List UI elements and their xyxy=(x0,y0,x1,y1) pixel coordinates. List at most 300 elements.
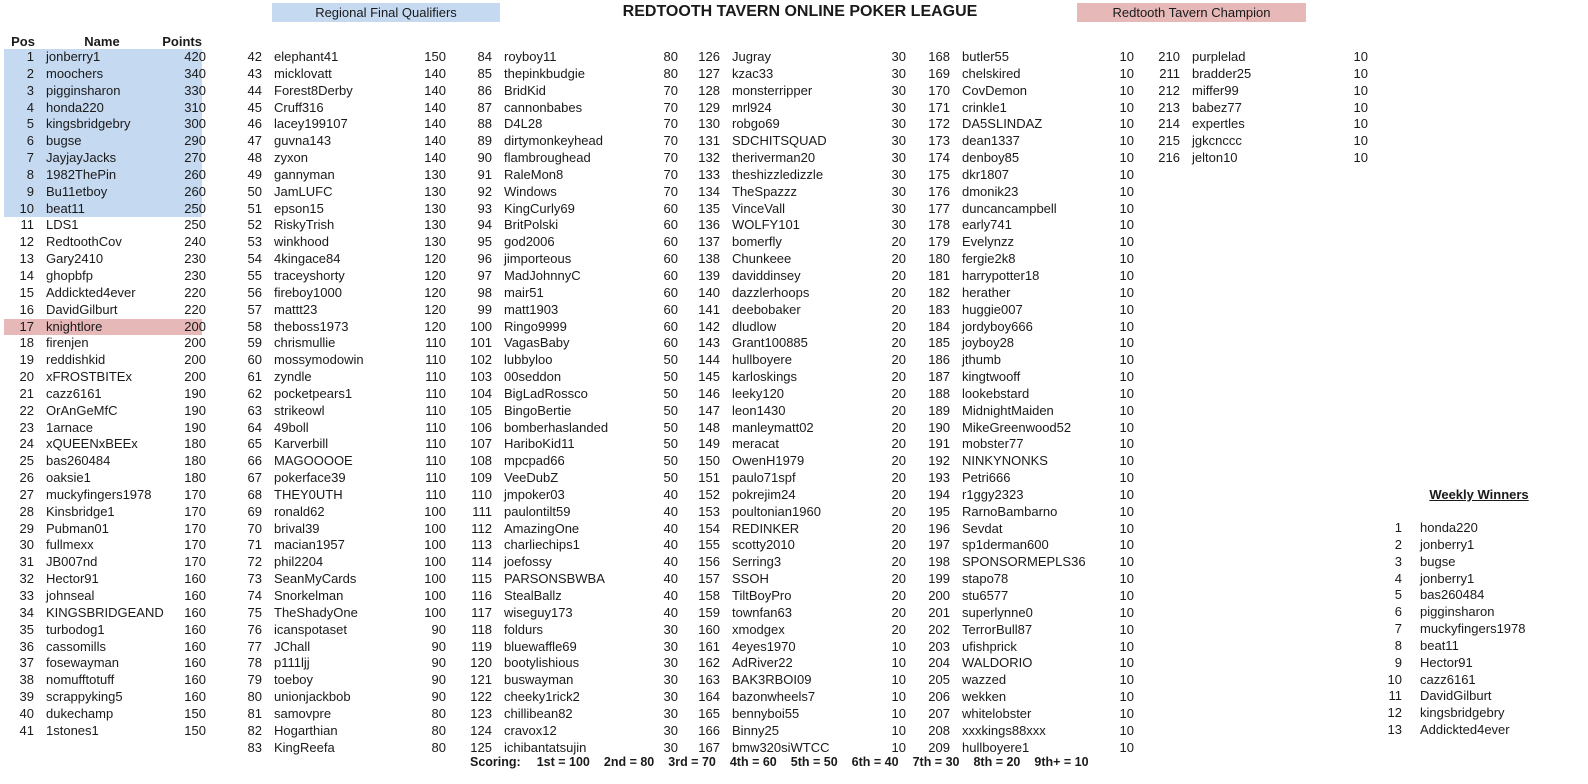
table-row xyxy=(918,183,1134,201)
player-name-cell: theriverman20 xyxy=(732,150,816,166)
position-cell: 27 xyxy=(19,486,34,502)
table-row xyxy=(918,739,1134,757)
table-row xyxy=(918,251,1134,268)
player-name-cell: stu6577 xyxy=(962,588,1009,603)
position-cell: 135 xyxy=(698,200,720,216)
player-name-cell: thepinkbudgie xyxy=(504,65,585,81)
player-name-cell: traceyshorty xyxy=(274,267,345,283)
points-cell: 100 xyxy=(424,571,446,587)
player-name-cell: leeky120 xyxy=(732,385,785,401)
weekly-winner-row xyxy=(1380,672,1560,689)
table-row xyxy=(232,621,446,639)
points-cell: 20 xyxy=(891,470,906,486)
points-cell: 70 xyxy=(663,166,678,182)
position-cell: 24 xyxy=(19,436,34,452)
points-cell: 10 xyxy=(1119,503,1134,519)
player-name-cell: god2006 xyxy=(504,234,555,250)
player-name-cell: townfan63 xyxy=(732,604,792,620)
position-cell: 174 xyxy=(928,150,950,166)
points-cell: 180 xyxy=(184,436,206,452)
table-row xyxy=(690,554,906,571)
player-name-cell: charliechips1 xyxy=(504,537,580,553)
player-name-cell: SSOH xyxy=(732,571,769,587)
points-cell: 80 xyxy=(431,722,446,738)
points-cell: 50 xyxy=(663,352,678,368)
position-cell: 91 xyxy=(477,166,492,182)
points-cell: 200 xyxy=(184,318,206,334)
position-cell: 59 xyxy=(247,335,262,351)
position-cell: 101 xyxy=(470,335,492,351)
player-name-cell: cannonbabes xyxy=(504,99,583,115)
position-cell: 177 xyxy=(928,200,950,216)
table-row xyxy=(4,284,206,302)
position-cell: 74 xyxy=(247,588,262,603)
points-cell: 120 xyxy=(424,267,446,283)
points-cell: 80 xyxy=(663,49,678,64)
points-cell: 200 xyxy=(184,352,206,368)
player-name-cell: theshizzledizzle xyxy=(732,166,824,182)
player-name-cell: Petri666 xyxy=(962,470,1011,486)
table-row xyxy=(690,739,906,757)
position-cell: 8 xyxy=(26,166,34,182)
position-cell: 71 xyxy=(247,537,262,553)
table-row xyxy=(918,470,1134,487)
player-name-cell: kingtwooff xyxy=(962,369,1021,385)
position-cell: 216 xyxy=(1158,150,1180,166)
table-row xyxy=(690,638,906,656)
weekly-winner-row xyxy=(1380,537,1560,554)
table-row xyxy=(918,571,1134,588)
table-row xyxy=(690,251,906,268)
points-cell: 10 xyxy=(1119,672,1134,688)
position-cell: 79 xyxy=(247,672,262,688)
position-cell: 164 xyxy=(698,689,720,705)
weekly-winner-row xyxy=(1380,587,1560,604)
player-name-cell: MidnightMaiden xyxy=(962,402,1054,418)
points-cell: 10 xyxy=(1119,419,1134,435)
points-cell: 50 xyxy=(663,369,678,385)
player-name-cell: huggie007 xyxy=(962,301,1023,317)
table-row xyxy=(918,419,1134,437)
table-row xyxy=(232,49,446,66)
player-name-cell: Jugray xyxy=(732,49,772,64)
table-row xyxy=(462,133,678,150)
points-cell: 70 xyxy=(663,183,678,199)
points-cell: 260 xyxy=(184,183,206,199)
table-row xyxy=(462,436,678,453)
table-row xyxy=(918,537,1134,554)
player-name-cell: SPONSORMEPLS36 xyxy=(962,554,1086,570)
player-name-cell: jimporteous xyxy=(504,251,572,267)
points-cell: 20 xyxy=(891,554,906,570)
table-row xyxy=(690,705,906,723)
position-cell: 110 xyxy=(471,486,492,502)
player-name-cell: REDINKER xyxy=(732,520,800,536)
position-cell: 31 xyxy=(19,554,34,570)
points-cell: 250 xyxy=(184,217,206,233)
position-cell: 170 xyxy=(928,82,950,98)
player-name-cell: pokrejim24 xyxy=(732,486,796,502)
table-row xyxy=(1148,99,1368,117)
position-cell: 151 xyxy=(698,470,720,486)
table-row xyxy=(462,200,678,218)
points-cell: 170 xyxy=(184,486,206,502)
player-name-cell: Snorkelman xyxy=(274,588,344,603)
table-row xyxy=(918,82,1134,100)
table-row xyxy=(232,267,446,285)
week-number: 9 xyxy=(1394,654,1402,670)
table-row xyxy=(4,133,206,150)
winner-name: Addickted4ever xyxy=(1420,722,1510,738)
player-name-cell: ichibantatsujin xyxy=(504,739,587,755)
points-cell: 10 xyxy=(891,638,906,654)
champion-badge: Redtooth Tavern Champion xyxy=(1077,3,1306,22)
player-name-cell: theboss1973 xyxy=(274,318,349,334)
position-cell: 172 xyxy=(928,116,950,132)
player-name-cell: jonberry1 xyxy=(46,49,101,64)
points-cell: 30 xyxy=(663,722,678,738)
player-name-cell: strikeowl xyxy=(274,402,325,418)
table-row xyxy=(4,604,206,622)
player-name-cell: royboy11 xyxy=(504,49,557,64)
player-name-cell: superlynne0 xyxy=(962,604,1033,620)
player-name-cell: robgo69 xyxy=(732,116,780,132)
table-row xyxy=(4,419,206,437)
table-row xyxy=(918,453,1134,470)
position-cell: 85 xyxy=(477,65,492,81)
points-cell: 130 xyxy=(424,183,446,199)
player-name-cell: xxxkings88xxx xyxy=(962,722,1046,738)
points-cell: 10 xyxy=(1119,621,1134,637)
position-cell: 141 xyxy=(698,301,720,317)
player-name-cell: JayjayJacks xyxy=(46,150,117,166)
player-name-cell: scotty2010 xyxy=(732,537,795,553)
points-cell: 10 xyxy=(1119,318,1134,334)
position-cell: 48 xyxy=(247,150,262,166)
player-name-cell: CovDemon xyxy=(962,82,1028,98)
points-cell: 30 xyxy=(891,200,906,216)
points-cell: 200 xyxy=(184,335,206,351)
page-title: REDTOOTH TAVERN ONLINE POKER LEAGUE xyxy=(622,3,978,20)
points-cell: 10 xyxy=(1119,402,1134,418)
table-row xyxy=(462,217,678,234)
position-cell: 182 xyxy=(928,284,950,300)
table-row xyxy=(462,453,678,470)
player-name-cell: Chunkeee xyxy=(732,251,792,267)
position-cell: 63 xyxy=(247,402,262,418)
position-cell: 183 xyxy=(928,301,950,317)
player-name-cell: karloskings xyxy=(732,369,798,385)
points-cell: 230 xyxy=(184,267,206,283)
player-name-cell: winkhood xyxy=(274,234,329,250)
points-cell: 20 xyxy=(891,486,906,502)
points-cell: 10 xyxy=(1119,554,1134,570)
player-name-cell: Gary2410 xyxy=(46,251,104,267)
points-cell: 160 xyxy=(184,588,206,603)
position-cell: 109 xyxy=(470,470,492,486)
position-cell: 23 xyxy=(19,419,34,435)
player-name-cell: RiskyTrish xyxy=(274,217,335,233)
position-cell: 100 xyxy=(470,318,492,334)
points-cell: 80 xyxy=(431,705,446,721)
scoring-item: 6th = 40 xyxy=(851,755,899,769)
points-cell: 220 xyxy=(184,301,206,317)
points-cell: 330 xyxy=(184,82,206,98)
position-cell: 13 xyxy=(19,251,34,267)
points-cell: 10 xyxy=(1119,453,1134,469)
position-cell: 195 xyxy=(928,503,950,519)
player-name-cell: THEY0UTH xyxy=(274,486,343,502)
position-cell: 33 xyxy=(19,588,34,603)
points-cell: 10 xyxy=(1119,99,1134,115)
table-row xyxy=(4,503,206,521)
position-cell: 112 xyxy=(471,520,492,536)
player-name-cell: Addickted4ever xyxy=(46,284,136,300)
player-name-cell: pocketpears1 xyxy=(274,385,353,401)
player-name-cell: foldurs xyxy=(504,621,544,637)
position-cell: 156 xyxy=(698,554,720,570)
position-cell: 123 xyxy=(470,705,492,721)
table-row xyxy=(690,604,906,622)
player-name-cell: beat11 xyxy=(46,200,85,216)
position-cell: 106 xyxy=(470,419,492,435)
position-cell: 75 xyxy=(247,604,262,620)
player-name-cell: turbodog1 xyxy=(46,621,105,637)
week-number: 8 xyxy=(1394,637,1402,653)
position-cell: 161 xyxy=(698,638,720,654)
position-cell: 97 xyxy=(477,267,492,283)
week-number: 7 xyxy=(1394,621,1402,637)
standings-column xyxy=(1148,49,1368,167)
points-cell: 10 xyxy=(1119,352,1134,368)
table-row xyxy=(462,99,678,117)
position-cell: 162 xyxy=(698,655,720,671)
points-cell: 110 xyxy=(425,419,446,435)
player-name-cell: RedtoothCov xyxy=(46,234,122,250)
position-cell: 160 xyxy=(698,621,720,637)
points-cell: 10 xyxy=(891,739,906,755)
points-cell: 110 xyxy=(425,470,446,486)
points-cell: 20 xyxy=(891,537,906,553)
player-name-cell: BingoBertie xyxy=(504,402,572,418)
position-cell: 89 xyxy=(477,133,492,149)
player-name-cell: RaleMon8 xyxy=(504,166,564,182)
scoring-item: 3rd = 70 xyxy=(668,755,716,769)
position-cell: 184 xyxy=(928,318,950,334)
position-cell: 140 xyxy=(698,284,720,300)
points-cell: 180 xyxy=(184,470,206,486)
position-cell: 12 xyxy=(19,234,34,250)
player-name-cell: early741 xyxy=(962,217,1012,233)
position-cell: 61 xyxy=(247,369,262,385)
player-name-cell: firenjen xyxy=(46,335,89,351)
table-row xyxy=(232,419,446,437)
position-cell: 77 xyxy=(247,638,262,654)
player-name-cell: Pubman01 xyxy=(46,520,109,536)
player-name-cell: chelskired xyxy=(962,65,1021,81)
position-cell: 72 xyxy=(247,554,262,570)
player-name-cell: micklovatt xyxy=(274,65,332,81)
table-row xyxy=(462,234,678,251)
position-cell: 128 xyxy=(698,82,720,98)
player-name-cell: 4kingace84 xyxy=(274,251,341,267)
points-cell: 130 xyxy=(424,166,446,182)
player-name-cell: lacey199107 xyxy=(274,116,348,132)
position-cell: 203 xyxy=(928,638,950,654)
position-cell: 26 xyxy=(19,470,34,486)
points-cell: 40 xyxy=(663,537,678,553)
player-name-cell: mattt23 xyxy=(274,301,318,317)
points-cell: 30 xyxy=(891,65,906,81)
table-row xyxy=(232,133,446,150)
player-name-cell: RarnoBambarno xyxy=(962,503,1058,519)
week-number: 2 xyxy=(1394,536,1402,552)
points-cell: 10 xyxy=(1353,99,1368,115)
table-row xyxy=(4,436,206,453)
table-row xyxy=(4,402,206,420)
table-row xyxy=(690,470,906,487)
player-name-cell: Windows xyxy=(504,183,557,199)
player-name-cell: StealBallz xyxy=(504,588,562,603)
points-cell: 10 xyxy=(1119,150,1134,166)
points-cell: 30 xyxy=(891,133,906,149)
points-cell: 270 xyxy=(184,150,206,166)
points-cell: 300 xyxy=(184,116,206,132)
player-name-cell: BigLadRossco xyxy=(504,385,588,401)
points-cell: 170 xyxy=(184,520,206,536)
scoring-item: 1st = 100 xyxy=(536,755,590,769)
points-cell: 160 xyxy=(184,604,206,620)
position-cell: 32 xyxy=(19,571,34,587)
position-cell: 116 xyxy=(471,588,492,603)
points-cell: 10 xyxy=(1119,267,1134,283)
position-cell: 54 xyxy=(247,251,262,267)
position-cell: 211 xyxy=(1159,65,1180,81)
points-cell: 50 xyxy=(663,385,678,401)
player-name-cell: bootylishious xyxy=(504,655,580,671)
player-name-cell: BritPolski xyxy=(504,217,559,233)
player-name-cell: mrl924 xyxy=(732,99,772,115)
table-row xyxy=(690,588,906,605)
position-cell: 41 xyxy=(19,722,34,738)
player-name-cell: Sevdat xyxy=(962,520,1003,536)
points-cell: 100 xyxy=(424,604,446,620)
position-cell: 209 xyxy=(928,739,950,755)
position-cell: 138 xyxy=(698,251,720,267)
player-name-cell: icanspotaset xyxy=(274,621,347,637)
table-row xyxy=(4,588,206,605)
position-cell: 21 xyxy=(19,385,34,401)
scoring-item: 2nd = 80 xyxy=(603,755,655,769)
player-name-cell: ronald62 xyxy=(274,503,325,519)
table-row xyxy=(4,49,206,66)
table-row xyxy=(232,335,446,352)
table-row xyxy=(918,385,1134,403)
position-cell: 57 xyxy=(247,301,262,317)
points-cell: 230 xyxy=(184,251,206,267)
player-name-cell: 4eyes1970 xyxy=(732,638,796,654)
player-name-cell: xmodgex xyxy=(732,621,785,637)
table-row xyxy=(462,166,678,184)
standings-column xyxy=(690,49,906,756)
table-row xyxy=(232,385,446,403)
table-row xyxy=(690,655,906,672)
table-row xyxy=(462,739,678,757)
points-cell: 40 xyxy=(663,604,678,620)
position-cell: 143 xyxy=(698,335,720,351)
table-row xyxy=(232,503,446,521)
position-cell: 181 xyxy=(928,267,950,283)
table-row xyxy=(1148,65,1368,83)
points-cell: 290 xyxy=(184,133,206,149)
table-row xyxy=(232,284,446,302)
player-name-cell: r1ggy2323 xyxy=(962,486,1024,502)
table-row xyxy=(462,251,678,268)
position-cell: 185 xyxy=(928,335,950,351)
points-cell: 110 xyxy=(425,486,446,502)
points-cell: 50 xyxy=(663,436,678,452)
points-cell: 10 xyxy=(1119,200,1134,216)
position-cell: 87 xyxy=(477,99,492,115)
points-cell: 190 xyxy=(184,419,206,435)
table-row xyxy=(4,301,206,319)
scoring-item: 9th+ = 10 xyxy=(1034,755,1089,769)
player-name-cell: JamLUFC xyxy=(274,183,333,199)
player-name-cell: bluewaffle69 xyxy=(504,638,577,654)
points-cell: 100 xyxy=(424,503,446,519)
points-cell: 10 xyxy=(1353,150,1368,166)
player-name-cell: bazonwheels7 xyxy=(732,689,816,705)
position-cell: 86 xyxy=(477,82,492,98)
table-row xyxy=(232,251,446,268)
points-cell: 10 xyxy=(1353,49,1368,64)
position-cell: 104 xyxy=(470,385,492,401)
position-cell: 93 xyxy=(477,200,492,216)
table-row xyxy=(232,604,446,622)
position-cell: 18 xyxy=(19,335,34,351)
table-row xyxy=(4,621,206,639)
position-cell: 103 xyxy=(470,369,492,385)
player-name-cell: Hogarthian xyxy=(274,722,338,738)
table-row xyxy=(690,503,906,521)
player-name-cell: phil2204 xyxy=(274,554,324,570)
player-name-cell: joyboy28 xyxy=(962,335,1015,351)
position-cell: 25 xyxy=(19,453,34,469)
points-cell: 30 xyxy=(663,638,678,654)
player-name-cell: samovpre xyxy=(274,705,332,721)
position-cell: 114 xyxy=(471,554,492,570)
player-name-cell: flambroughead xyxy=(504,150,591,166)
table-row xyxy=(690,672,906,689)
player-name-cell: xFROSTBITEx xyxy=(46,369,132,385)
player-name-cell: johnseal xyxy=(46,588,95,603)
points-cell: 10 xyxy=(891,705,906,721)
week-number: 1 xyxy=(1394,520,1402,535)
table-row xyxy=(690,621,906,639)
player-name-cell: 49boll xyxy=(274,419,309,435)
player-name-cell: gannyman xyxy=(274,166,335,182)
table-row xyxy=(918,150,1134,167)
points-cell: 190 xyxy=(184,385,206,401)
player-name-cell: Kinsbridge1 xyxy=(46,503,115,519)
points-cell: 150 xyxy=(184,705,206,721)
week-number: 13 xyxy=(1387,722,1402,738)
table-row xyxy=(4,82,206,100)
player-name-cell: BAK3RBOI09 xyxy=(732,672,812,688)
position-cell: 81 xyxy=(247,705,262,721)
table-row xyxy=(690,234,906,251)
table-row xyxy=(918,301,1134,319)
